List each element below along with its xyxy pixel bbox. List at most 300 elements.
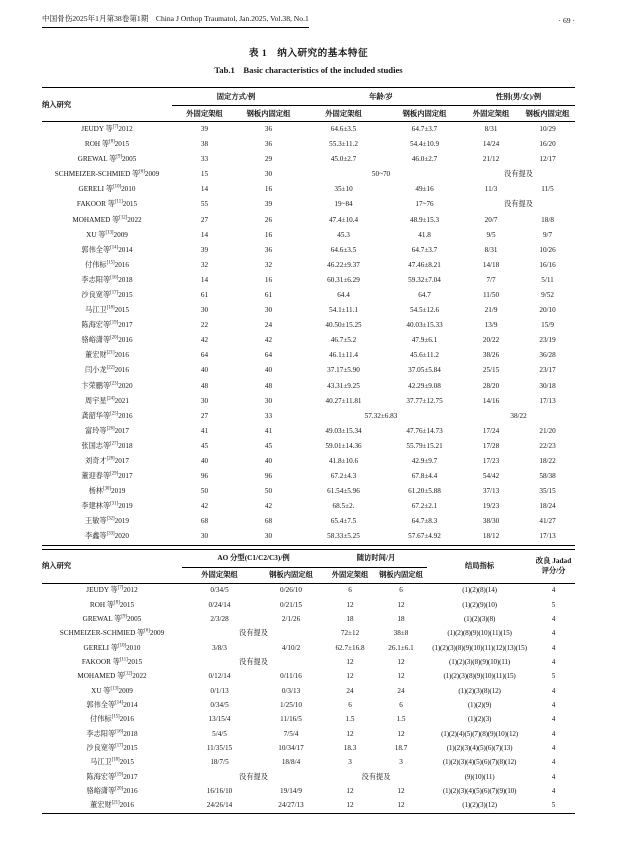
data-cell: 64.7±8.3 (411, 517, 438, 526)
data-cell: 65.4±7.5 (330, 517, 357, 526)
data-cell: 5 (551, 600, 556, 609)
data-cell: 14 (200, 185, 209, 194)
study-cell: 王敏等[32]2019 (85, 516, 129, 526)
data-cell: 48.9±15.3 (409, 215, 440, 224)
table-row (42, 713, 575, 727)
data-cell: 11/35/15 (206, 743, 233, 752)
data-cell: 45 (200, 441, 209, 450)
data-cell: 6 (399, 700, 403, 709)
data-cell: 49.03±15.34 (325, 426, 362, 435)
subcol-fu-external: 外固定架组 (325, 567, 375, 583)
table-row (42, 770, 575, 784)
data-cell: 18 (346, 614, 354, 623)
data-cell: 2/3/28 (210, 614, 229, 623)
table-row (42, 379, 575, 394)
data-cell: 25/15 (482, 366, 500, 375)
subcol-ao-plate: 钢板内固定组 (257, 567, 325, 583)
study-cell: 董宏财[21]2016 (85, 350, 129, 360)
col-header-jadad (532, 549, 575, 583)
reference-superscript: [11] (119, 657, 128, 663)
data-cell: 40.27±11.81 (325, 396, 362, 405)
data-cell: 18.3 (343, 743, 357, 752)
data-cell: 13/9 (484, 321, 498, 330)
data-cell: 27 (200, 411, 209, 420)
data-cell: 4 (551, 614, 556, 623)
data-cell: 30 (264, 170, 273, 179)
data-cell: 7/5/4 (283, 729, 299, 738)
study-cell: 付伟标[15]2016 (85, 260, 129, 269)
data-cell: 61.20±5.88 (408, 487, 441, 496)
data-cell: 41/27 (539, 517, 556, 526)
data-cell: 14 (200, 275, 209, 284)
table-row (42, 514, 575, 529)
study-cell: MOHAMED 等[12]2022 (72, 215, 142, 224)
data-cell: 61 (200, 290, 209, 299)
data-cell: 0/26/10 (280, 586, 302, 595)
study-cell: 李鑫等[33]2020 (85, 532, 129, 541)
data-cell: 16/16 (539, 260, 556, 269)
data-cell: 37/13 (482, 487, 500, 496)
study-cell: 闫小龙[22]2016 (85, 366, 129, 375)
reference-superscript: [33] (106, 532, 115, 538)
data-cell: 5 (551, 801, 556, 810)
data-cell: 15/9 (541, 321, 554, 330)
data-cell: 26 (264, 215, 273, 224)
data-cell: 54.4±10.9 (409, 140, 440, 149)
data-cell: 59.01±14.36 (325, 441, 362, 450)
col-header-study: 纳入研究 (42, 549, 182, 583)
data-cell: 40.03±15.33 (406, 321, 443, 330)
table-row (42, 598, 575, 612)
data-cell: 64.7±3.7 (411, 124, 438, 133)
study-cell: 沙良宽等[17]2015 (86, 743, 138, 752)
data-cell: 47.46±8.21 (408, 260, 441, 269)
table-row (42, 727, 575, 741)
data-cell: 46.0±2.7 (411, 155, 438, 164)
data-cell: 0/24/14 (208, 600, 231, 609)
data-cell: 9/7 (542, 230, 553, 239)
reference-superscript: [23] (110, 381, 119, 387)
data-cell: 41 (200, 426, 209, 435)
data-cell: (1)(2)(3)(4)(5)(6)(7)(13) (446, 743, 513, 752)
table-row (42, 288, 575, 303)
data-cell: 72±12 (340, 629, 360, 638)
table-title-block (42, 45, 575, 76)
table-row (42, 641, 575, 655)
data-cell: 46.7±5.2 (330, 336, 357, 345)
data-cell: 18 (397, 614, 405, 623)
study-cell: XU 等[13]2009 (86, 230, 128, 239)
table-row (42, 655, 575, 669)
data-cell: 4 (551, 772, 556, 781)
data-cell: 58.33±5.25 (327, 532, 360, 541)
data-cell: 4 (551, 629, 556, 638)
data-cell: 33 (200, 155, 209, 164)
data-cell: 0/21/15 (280, 600, 302, 609)
data-cell: (1)(2)(3)(4)(5)(6)(7)(9)(10) (442, 787, 517, 795)
col-group-ao-classification: AO 分型(C1/C2/C3)/例 (182, 549, 325, 567)
data-cell: 62.7±16.8 (335, 643, 365, 652)
study-cell: FAKOOR 等[11]2015 (76, 200, 138, 209)
study-cell: JEUDY 等[7]2012 (86, 585, 138, 595)
data-cell: 24 (397, 686, 405, 695)
reference-superscript: [11] (114, 200, 123, 206)
data-cell: 12 (346, 657, 354, 666)
data-cell: 35±10 (334, 185, 353, 194)
page-header (42, 13, 575, 28)
data-cell: 29 (264, 155, 273, 164)
table-row (42, 409, 575, 424)
table-row (42, 348, 575, 363)
data-cell: 4/10/2 (281, 643, 301, 652)
data-cell: 11/3 (484, 185, 498, 194)
data-cell: (1)(2)(3)(8)(12) (458, 686, 501, 695)
data-cell: 19/23 (482, 502, 500, 511)
data-cell: 14/18 (482, 260, 500, 269)
reference-superscript: [21] (106, 350, 115, 356)
data-cell: (1)(2)(3)(8) (463, 614, 496, 623)
reference-superscript: [19] (115, 772, 124, 778)
data-cell: 0/11/16 (280, 672, 302, 681)
study-cell: 郭伟全等[14]2014 (81, 245, 133, 254)
data-cell: 50 (200, 487, 209, 496)
study-cell: 李志阳等[16]2018 (81, 275, 133, 284)
reference-superscript: [13] (105, 230, 114, 236)
data-cell: 36 (264, 245, 273, 254)
data-cell: 64.4 (337, 290, 350, 299)
table-row (42, 122, 575, 138)
data-cell: 12/17 (539, 155, 556, 164)
data-cell: 18/8 (541, 215, 554, 224)
data-cell: 33 (264, 411, 273, 420)
data-cell: 10/26 (539, 245, 556, 254)
data-cell: 3/8/3 (212, 643, 227, 652)
data-cell: 40 (200, 457, 209, 465)
reference-superscript: [10] (118, 643, 127, 649)
table-row (42, 670, 575, 684)
table-row (42, 213, 575, 228)
data-cell: 46.22±9.37 (327, 260, 360, 269)
data-cell: 16 (264, 185, 273, 194)
data-cell: 0/3/13 (281, 686, 301, 695)
data-cell: 54/42 (482, 472, 500, 481)
data-cell: 17/28 (482, 441, 500, 450)
data-cell: 68 (264, 517, 273, 526)
reference-superscript: [20] (115, 786, 124, 792)
data-cell: 45 (264, 441, 273, 450)
data-cell: 50 (264, 487, 273, 496)
data-cell: 20/7 (484, 215, 498, 224)
data-cell: 30 (264, 532, 273, 541)
reference-superscript: [18] (106, 305, 115, 311)
data-cell: 17/13 (539, 532, 556, 541)
study-cell: 马江卫[18]2015 (85, 305, 129, 315)
data-cell: 11/16/5 (280, 715, 302, 724)
reference-superscript: [17] (110, 290, 119, 296)
data-cell: 41.8±10.6 (328, 457, 359, 465)
data-cell: 37.05±5.84 (408, 366, 441, 375)
studies-table-part1 (42, 87, 575, 546)
data-cell: 没有提及 (239, 772, 268, 781)
data-cell: 57.32±6.83 (364, 411, 398, 420)
table-row (42, 273, 575, 288)
study-cell: 马江卫[18]2015 (90, 757, 134, 767)
data-cell: (1)(2)(3)(12) (462, 801, 497, 810)
data-cell: 26.1±6.1 (388, 643, 414, 652)
data-cell: 64.7±3.7 (411, 245, 438, 254)
study-cell: 李志阳等[16]2018 (86, 729, 138, 738)
data-cell: 5/11 (541, 275, 554, 284)
data-cell: 12 (397, 729, 405, 738)
data-cell: 45.3 (337, 230, 350, 239)
reference-superscript: [29] (110, 471, 119, 477)
reference-superscript: [12] (119, 215, 128, 221)
reference-superscript: [6] (144, 628, 150, 634)
data-cell: 38/30 (482, 517, 500, 526)
data-cell: 38/26 (482, 351, 500, 360)
data-cell: 8/31 (484, 245, 498, 254)
study-cell: 张国志等[27]2018 (81, 441, 133, 450)
data-cell: 13/15/4 (208, 715, 231, 724)
data-cell: 96 (200, 472, 209, 481)
data-cell: 42 (200, 336, 209, 345)
data-cell: 没有提及 (361, 772, 391, 781)
data-cell: 64 (264, 351, 273, 360)
data-cell: 4 (551, 586, 556, 595)
table-row (42, 469, 575, 484)
data-cell: (1)(2)(3)(4)(5)(6)(7)(8)(12) (442, 758, 517, 767)
data-cell: 40 (264, 366, 273, 375)
data-cell: 42.29±9.08 (408, 381, 441, 390)
study-cell: SCHMEIZER-SCHMIED 等[6]2009 (54, 169, 160, 179)
data-cell: 没有提及 (504, 200, 533, 209)
data-cell: 38 (200, 140, 209, 149)
data-cell: 14 (200, 230, 209, 239)
data-cell: 41 (264, 426, 273, 435)
reference-superscript: [24] (106, 396, 115, 402)
data-cell: 6 (348, 700, 352, 709)
data-cell: 9/52 (541, 290, 554, 299)
table-row (42, 228, 575, 243)
data-cell: 18/22 (539, 457, 556, 465)
data-cell: 59.32±7.04 (408, 275, 441, 284)
reference-superscript: [14] (110, 245, 119, 251)
data-cell: (1)(2)(8)(14) (462, 586, 497, 595)
study-cell: XU 等[13]2009 (91, 686, 133, 695)
data-cell: 4 (551, 686, 556, 695)
reference-superscript: [10] (113, 184, 122, 190)
subcol-fix-external: 外固定架组 (172, 106, 237, 122)
data-cell: 64.7 (418, 290, 431, 299)
study-cell: 卞荣鹏等[23]2020 (81, 381, 133, 390)
data-cell: 28/20 (482, 381, 500, 390)
study-cell: GREWAL 等[9]2005 (77, 154, 137, 164)
data-cell: 54.5±12.6 (409, 306, 440, 315)
data-cell: 27 (200, 215, 209, 224)
subcol-ao-external: 外固定架组 (182, 567, 257, 583)
table-row (42, 258, 575, 273)
data-cell: 67.2±2.1 (411, 502, 438, 511)
table-title-en: Tab.1 Basic characteristics of the included studies (214, 65, 403, 75)
study-cell: 董迎春等[29]2017 (81, 471, 133, 481)
study-cell: SCHMEIZER-SCHMIED 等[6]2009 (59, 628, 165, 638)
table-row (42, 684, 575, 698)
table-row (42, 583, 575, 598)
study-cell: 骆峪潇等[20]2016 (86, 786, 138, 795)
data-cell: 6 (399, 586, 403, 595)
data-cell: 43.31±9.25 (327, 381, 360, 390)
data-cell: 30 (264, 306, 273, 315)
reference-superscript: [27] (110, 441, 119, 447)
data-cell: 0/12/14 (208, 672, 231, 681)
data-cell: 6 (348, 586, 352, 595)
col-group-fixation: 固定方式/例 (172, 88, 300, 106)
data-cell: 67.2±4.3 (330, 472, 357, 481)
data-cell: 47.9±6.1 (411, 336, 438, 345)
subcol-fu-plate: 钢板内固定组 (375, 567, 427, 583)
data-cell: 17/13 (539, 396, 556, 405)
reference-superscript: [21] (111, 800, 120, 806)
col-group-sex: 性别(男/女)/例 (462, 88, 575, 106)
data-cell: 42 (264, 502, 273, 511)
data-cell: 67.8±4.4 (411, 472, 438, 481)
table-row (42, 333, 575, 348)
table-row (42, 454, 575, 469)
data-cell: 24 (346, 686, 354, 695)
table-row (42, 741, 575, 755)
reference-superscript: [26] (106, 426, 115, 432)
data-cell: 55.79±15.21 (406, 441, 443, 450)
data-cell: 68.5±2. (332, 502, 355, 511)
data-cell: 12 (346, 787, 354, 795)
data-cell: 7/7 (486, 275, 496, 284)
study-cell: GREWAL 等[9]2005 (82, 614, 142, 623)
table-row (42, 799, 575, 814)
data-cell: 1/25/10 (280, 700, 302, 709)
study-cell: 陈海宏等[19]2017 (81, 320, 133, 330)
data-cell: 5 (551, 672, 556, 681)
reference-superscript: [16] (115, 729, 124, 735)
study-cell: 董宏财[21]2016 (90, 800, 134, 810)
subcol-sex-plate: 钢板内固定组 (520, 106, 575, 122)
data-cell: 39 (200, 245, 209, 254)
data-cell: 24 (264, 321, 273, 330)
reference-superscript: [19] (110, 320, 119, 326)
table2-body (42, 583, 575, 814)
data-cell: 60.31±6.29 (327, 275, 360, 284)
study-cell: 沙良宽等[17]2015 (81, 290, 133, 299)
data-cell: 4 (551, 715, 556, 724)
subcol-sex-external: 外固定架组 (462, 106, 520, 122)
data-cell: (9)(10)(11) (464, 772, 495, 781)
reference-superscript: [20] (110, 335, 119, 341)
study-cell: 龚韶华等[25]2016 (81, 411, 133, 420)
data-cell: 37.77±12.75 (406, 396, 443, 405)
data-cell: 30 (264, 396, 273, 405)
data-cell: 21/9 (484, 306, 498, 315)
data-cell: (1)(2)(3)(8)(9)(10)(11)(15) (443, 672, 516, 681)
data-cell: 0/34/5 (210, 700, 229, 709)
data-cell: 35/15 (539, 487, 556, 496)
reference-superscript: [15] (111, 714, 120, 720)
reference-superscript: [30] (103, 486, 111, 492)
col-group-age: 年龄/岁 (300, 88, 462, 106)
data-cell: 18/24 (539, 502, 556, 511)
study-cell: 刘奇才[28]2017 (85, 456, 129, 465)
reference-superscript: [17] (115, 743, 124, 749)
data-cell: 10/29 (539, 124, 556, 133)
page-number: · 69 · (558, 16, 575, 25)
data-cell: 12 (397, 801, 405, 810)
data-cell: (1)(2)(9)(10) (462, 600, 497, 609)
reference-superscript: [18] (111, 757, 120, 763)
data-cell: 30/18 (539, 381, 556, 390)
data-cell: 12 (397, 672, 405, 681)
study-cell: ROH 等[8]2015 (84, 139, 130, 149)
data-cell: 1.5 (396, 715, 406, 724)
table-row (42, 318, 575, 333)
data-cell: 17~76 (415, 200, 434, 209)
subcol-age-external: 外固定架组 (300, 106, 387, 122)
study-cell: 杨林[30]2019 (88, 486, 126, 496)
data-cell: (1)(2)(3) (467, 715, 492, 724)
table-row (42, 137, 575, 152)
subcol-fix-plate: 钢板内固定组 (237, 106, 300, 122)
table-row (42, 152, 575, 167)
data-cell: 15 (200, 170, 209, 179)
data-cell: 45.6±11.2 (410, 351, 439, 360)
data-cell: 64 (200, 351, 209, 360)
data-cell: 39 (264, 200, 273, 209)
table-row (42, 439, 575, 454)
data-cell: 20/10 (539, 306, 556, 315)
subcol-age-plate: 钢板内固定组 (387, 106, 462, 122)
reference-superscript: [8] (114, 600, 120, 606)
data-cell: 16/16/10 (206, 787, 233, 795)
data-cell: 41.8 (418, 230, 431, 239)
data-cell: 30 (200, 532, 209, 541)
table1-body (42, 122, 575, 546)
data-cell: 64.6±3.5 (330, 124, 357, 133)
study-cell: 李建林等[31]2019 (81, 501, 133, 511)
data-cell: 39 (200, 124, 209, 133)
table-row (42, 484, 575, 499)
table-row (42, 197, 575, 212)
data-cell: 4 (551, 657, 556, 666)
data-cell: 32 (200, 260, 209, 269)
data-cell: 没有提及 (239, 629, 268, 638)
data-cell: 47.4±10.4 (328, 215, 359, 224)
data-cell: 4 (551, 787, 556, 795)
data-cell: 16 (264, 275, 273, 284)
reference-superscript: [31] (110, 501, 119, 507)
data-cell: 37.17±5.90 (327, 366, 360, 375)
data-cell: 12 (346, 672, 354, 681)
table-row (42, 424, 575, 439)
data-cell: 22 (200, 321, 209, 330)
data-cell: 17/23 (482, 457, 500, 465)
data-cell: 4 (551, 743, 556, 752)
data-cell: 38/22 (510, 411, 527, 420)
study-cell: ROH 等[8]2015 (89, 600, 135, 609)
table-row (42, 499, 575, 514)
study-cell: 陈海宏等[19]2017 (86, 772, 138, 781)
data-cell: 23/17 (539, 366, 556, 375)
data-cell: 18/12 (482, 532, 500, 541)
data-cell: (1)(2)(9) (467, 700, 492, 709)
study-cell: MOHAMED 等[12]2022 (77, 671, 147, 681)
table-row (42, 303, 575, 318)
